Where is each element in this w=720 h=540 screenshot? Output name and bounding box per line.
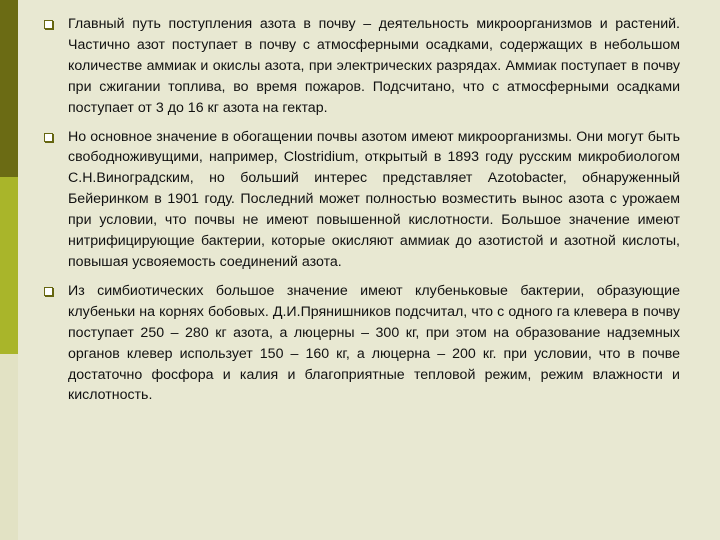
bullet-list <box>44 14 680 414</box>
bullet-item-1 <box>44 14 680 119</box>
decorative-stripe-green <box>0 177 18 354</box>
bullet-item-2 <box>44 127 680 273</box>
bullet-text: Из симбиотических большое значение имеют клубеньковые бактерии, образующие клубеньки на корнях бобовых. Д.И.Прянишников подсчитал, что с одного га клевера в почву поступает 250 – 280 кг азота, а люцерны – 300 кг, при этом на образование надземных органов клевер использует 150 – 160 кг, а люцерна – 200 кг. при условии, что в почве достаточно фосфора и калия и благоприятные тепловой режим, режим влажности и кислотность. <box>68 282 680 404</box>
decorative-stripe-dark <box>0 0 18 177</box>
bullet-item-3 <box>44 281 680 406</box>
bullet-text: Главный путь поступления азота в почву – деятельность микроорганизмов и растений. Частично азот поступает в почву с атмосферными осадками, содержащих в небольшом количестве аммиак и окислы азота, при электрических разрядах. Аммиак поступает в почву при сжигании топлива, во время пожаров. Подсчитано, что с атмосферными осадками поступает от 3 до 16 кг азота на гектар. <box>68 16 680 116</box>
bullet-text: Но основное значение в обогащении почвы азотом имеют микроорганизмы. Они могут быть свободноживущими, например, Clostridium, открытый в 1893 году русским микробиологом С.Н.Виноградским, но больший интерес представляет Azotobacter, обнаруженный Бейеринком в 1901 году. Последний может полностью возместить вынос азота с урожаем при условии, что почвы не имеют повышенной кислотности. Большое значение имеют нитрифицирующие бактерии, которые окисляют аммиак до азотистой и азотной кислоты, повышая усвояемость соединений азота. <box>68 128 680 270</box>
square-bullet-icon <box>44 20 53 29</box>
decorative-stripe-light <box>0 354 18 540</box>
square-bullet-icon <box>44 287 53 296</box>
square-bullet-icon <box>44 133 53 142</box>
